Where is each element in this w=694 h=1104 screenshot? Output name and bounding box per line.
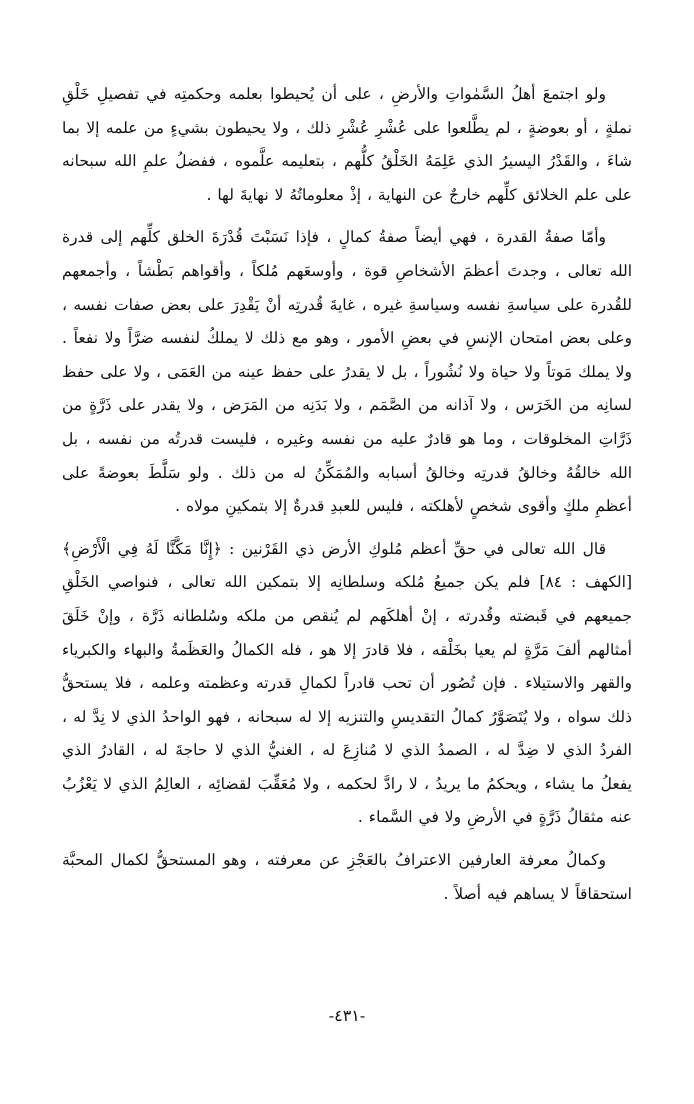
paragraph-knowers: وكمالُ معرفة العارفين الاعترافُ بالعَجْزِ عن معرفته ، وهو المستحقُّ لكمال المحبَّة استحقاقاً لا يساهم فيه أصلاً . xyxy=(62,851,632,903)
paragraph-dhul-qarnayn: قال الله تعالى في حقِّ أعظم مُلوكِ الأرض ذي القَرْنين : ﴿إِنَّا مَكَّنَّا لَهُ فِي الْأَرْضِ﴾ [الكهف : ٨٤] فلم يكن جميعُ مُلكه وسلطانِه إلا بتمكين الله تعالى ، فنواصي الخَلْقِ جميعهم في قَبضته وقُدرته ، إنْ أهلكَهم لم يُنقص من ملكه وسُلطانه ذَرَّة ، وإنْ خَلَقَ أمثالهم ألفَ مَرَّةٍ لم يعيا بخَلْقه ، فلا قادرَ إلا هو ، فله الكمالُ والعَظَمةُ والبهاء والكبرياء والقهر والاستيلاء . فإن تُصُور أن تحب قادراً لكمالِ قدرته وعظمته وعلمه ، فلا يستحقُّ ذلك سواه ، ولا يُتَصَوَّرُ كمالُ التقديسِ والتنزيه إلا له سبحانه ، فهو الواحدُ الذي لا نِدَّ له ، الفردُ الذي لا ضِدَّ له ، الصمدُ الذي لا مُنازِعَ له ، الغنيُّ الذي لا حاجةَ له ، القادرُ الذي يفعلُ ما يشاء ، ويحكمُ ما يريدُ ، لا رادَّ لحكمه ، ولا مُعَقِّبَ لقضائِه ، العالِمُ الذي لا يَعْزُبُ عنه مثقالُ ذَرَّةٍ في الأرضِ ولا في السَّماء . xyxy=(62,539,632,827)
page-number: -٤٣١- xyxy=(328,1006,366,1025)
paragraph-knowledge: ولو اجتمعَ أهلُ السَّمٰواتِ والأرضِ ، على أن يُحيطوا بعلمه وحكمتِه في تفصيلِ خَلْقِ نملةٍ ، أو بعوضةٍ ، لم يطَّلعوا على عُشْرِ عُشْرِ ذلك ، ولا يحيطون بشيءٍ من علمه إلا بما شاءَ ، والقَدْرُ اليسيرُ الذي عَلِمَهُ الخَلْقُ كلُّهم ، بتعليمه علَّموه ، ففضلُ علمِ الله سبحانه على علم الخلائق كلِّهم خارجٌ عن النهاية ، إذْ معلوماتُهُ لا نهايةَ لها . xyxy=(62,85,632,204)
page-body xyxy=(62,78,632,911)
paragraph-power: وأمّا صفةُ القدرة ، فهي أيضاً صفةُ كمالٍ ، فإذا نَسَبْتَ قُدْرَةَ الخلق كلِّهم إلى قدرة الله تعالى ، وجدتَ أعظمَ الأشخاصِ قوة ، وأوسعَهم مُلكاً ، وأقواهم بَطْشاً ، وأجمعهم للقُدرة على سياسةِ نفسه وسياسةِ غيره ، غايةَ قُدرتِه أنْ يَقْدِرَ على بعض صفات نفسه ، وعلى بعض امتحان الإنسِ في بعضِ الأمور ، وهو مع ذلك لا يملكُ لنفسه ضرَّاً ولا نفعاً . ولا يملك مَوتاً ولا حياة ولا نُشُوراً ، بل لا يقدرُ على حفظ عينه من العَمَى ، ولا على حفظ لسانِه من الخَرَس ، ولا آذانه من الصَّمَم ، ولا بَدَنِه من المَرَض ، ولا يقدر على ذَرَّةٍ من ذَرَّاتِ المخلوقات ، وما هو قادرٌ عليه من نفسه وغيره ، فليست قدرتُه من نفسه ، بل الله خالقُهُ وخالقُ قدرتِه وخالقُ أسبابه والمُمَكِّنُ له من ذلك . ولو سَلَّطَ بعوضةً على أعظمِ ملكٍ وأقوى شخصٍ لأهلكته ، فليس للعبدِ قدرةٌ إلا بتمكينِ مولاه . xyxy=(62,228,632,516)
